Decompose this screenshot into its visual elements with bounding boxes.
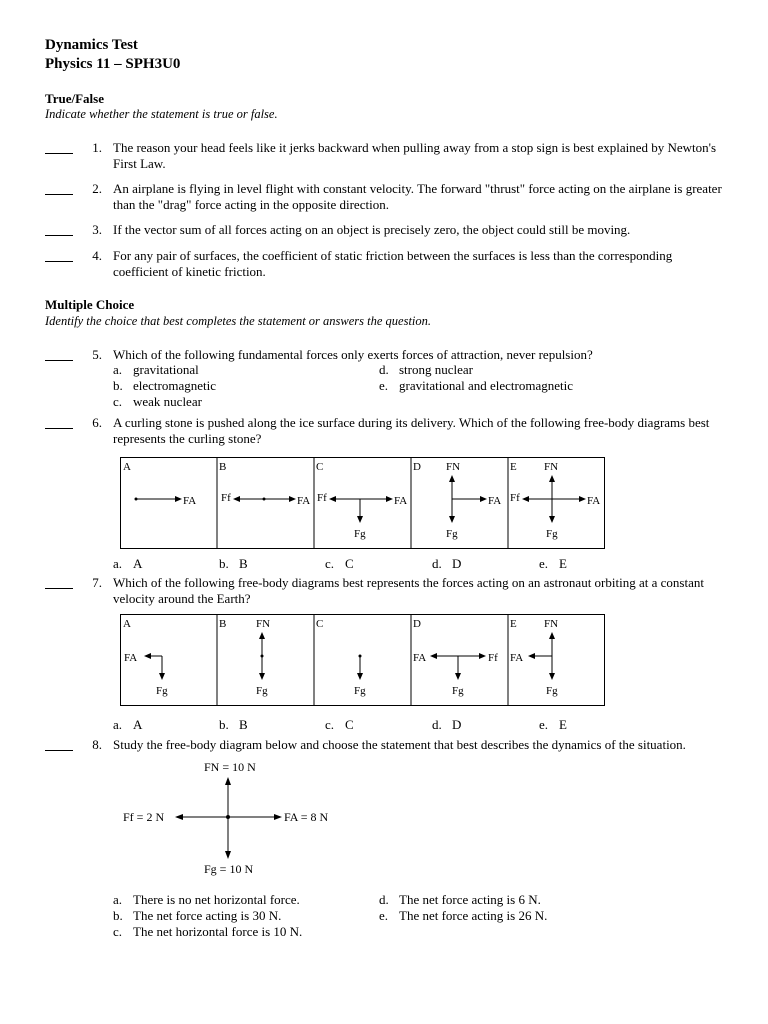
force-label-fg: Fg [354,528,366,540]
panel-e-diagram [510,618,558,697]
section-heading-multiple-choice: Multiple Choice [45,297,135,312]
option-c[interactable]: c. The net horizontal force is 10 N. [113,924,303,939]
panel-label-b: B [219,461,227,473]
question-text: The reason your head feels like it jerks backward when pulling away from a stop sign is best explained by Newton's First Law. [113,140,717,171]
panel-label-e: E [510,461,517,473]
option-d[interactable]: d. D [432,556,462,571]
force-label-fg: Fg [256,685,268,697]
answer-blank[interactable] [45,194,73,195]
panel-d-diagram [413,652,498,697]
option-b[interactable]: b. B [219,717,248,732]
answer-blank[interactable] [45,750,73,751]
panel-label-a: A [123,461,131,473]
answer-blank[interactable] [45,235,73,236]
force-label-friction: Ff = 2 N [123,810,165,824]
force-label-fg: Fg [354,685,366,697]
question-number: 4. [92,248,102,263]
question-text: An airplane is flying in level flight with constant velocity. The forward "thrust" force acting on the airplane is greater than the "drag" force acting in the opposite direction. [113,181,722,212]
answer-blank[interactable] [45,428,73,429]
question-number: 5. [92,347,102,362]
force-label-ff: Ff [510,492,520,504]
force-label-ff: Ff [488,652,498,664]
panel-d-diagram [446,461,501,540]
option-e[interactable]: e. The net force acting is 26 N. [379,908,548,923]
section-heading-true-false: True/False [45,91,104,106]
option-e[interactable]: e. E [539,717,567,732]
panel-label-e: E [510,618,517,630]
question-number: 3. [92,222,102,237]
force-label-ff: Ff [317,492,327,504]
question-text: Which of the following free-body diagrams best represents the forces acting on an astronaut orbiting at a constant velocity around the Earth? [113,575,704,606]
test-title: Dynamics Test [45,37,138,53]
option-a[interactable]: a. There is no net horizontal force. [113,892,300,907]
force-label-fn: FN [256,618,271,630]
question-text: A curling stone is pushed along the ice surface during its delivery. Which of the following free-body diagrams best represents the curling stone? [113,415,710,446]
free-body-diagram-q8 [115,755,375,880]
force-label-fn: FN [544,618,559,630]
force-label-fa: FA [413,652,427,664]
question-number: 1. [92,140,102,155]
panel-label-d: D [413,461,421,473]
force-label-fn: FN [446,461,461,473]
question-number: 7. [92,575,102,590]
answer-blank[interactable] [45,153,73,154]
option-b[interactable]: b. The net force acting is 30 N. [113,908,282,923]
answer-blank[interactable] [45,588,73,589]
force-label-normal: FN = 10 N [204,760,256,774]
force-label-fa: FA [183,495,197,507]
force-label-fa: FA [510,652,524,664]
option-d[interactable]: d. D [432,717,462,732]
force-label-fa: FA [124,652,138,664]
panel-a-diagram [124,652,168,697]
question-text: Study the free-body diagram below and choose the statement that best describes the dynamics of the situation. [113,737,686,752]
panel-label-a: A [123,618,131,630]
option-d[interactable]: d. The net force acting is 6 N. [379,892,541,907]
force-label-gravity: Fg = 10 N [204,862,254,876]
option-a[interactable]: a. A [113,717,143,732]
section-instructions-multiple-choice: Identify the choice that best completes the statement or answers the question. [45,314,432,328]
section-instructions-true-false: Indicate whether the statement is true or false. [45,107,278,121]
question-number: 2. [92,181,102,196]
panel-c-diagram [317,492,407,540]
answer-blank[interactable] [45,261,73,262]
panel-a-diagram [135,495,197,507]
force-label-fg: Fg [546,685,558,697]
force-label-fg: Fg [156,685,168,697]
panel-label-b: B [219,618,227,630]
panel-b-diagram [256,618,270,697]
force-label-ff: Ff [221,492,231,504]
question-number: 8. [92,737,102,752]
question-number: 6. [92,415,102,430]
option-e[interactable]: e. E [539,556,567,571]
force-label-fg: Fg [546,528,558,540]
force-label-fg: Fg [446,528,458,540]
panel-e-diagram [510,461,600,540]
option-b[interactable]: b. B [219,556,248,571]
force-label-fa: FA [488,495,502,507]
panel-label-c: C [316,461,324,473]
option-c[interactable]: c. C [325,717,354,732]
option-a[interactable]: a. A [113,556,143,571]
force-label-applied: FA = 8 N [284,810,329,824]
option-d[interactable]: d. strong nuclear [379,362,474,377]
panel-c-diagram [354,655,366,698]
panel-label-c: C [316,618,324,630]
option-a[interactable]: a. gravitational [113,362,199,377]
question-text: For any pair of surfaces, the coefficient of static friction between the surfaces is less than the corresponding coefficient of kinetic friction. [113,248,673,279]
free-body-diagrams-q6 [120,457,605,549]
free-body-diagrams-q7 [120,614,605,706]
force-label-fa: FA [394,495,408,507]
option-b[interactable]: b. electromagnetic [113,378,217,393]
force-label-fn: FN [544,461,559,473]
option-e[interactable]: e. gravitational and electromagnetic [379,378,573,393]
force-label-fg: Fg [452,685,464,697]
option-c[interactable]: c. weak nuclear [113,394,202,409]
question-text: If the vector sum of all forces acting on an object is precisely zero, the object could still be moving. [113,222,631,237]
option-c[interactable]: c. C [325,556,354,571]
course-code: Physics 11 – SPH3U0 [45,56,181,72]
panel-label-d: D [413,618,421,630]
force-label-fa: FA [587,495,601,507]
question-text: Which of the following fundamental forces only exerts forces of attraction, never repulsion? [113,347,593,362]
answer-blank[interactable] [45,360,73,361]
panel-b-diagram [221,492,310,507]
force-label-fa: FA [297,495,311,507]
